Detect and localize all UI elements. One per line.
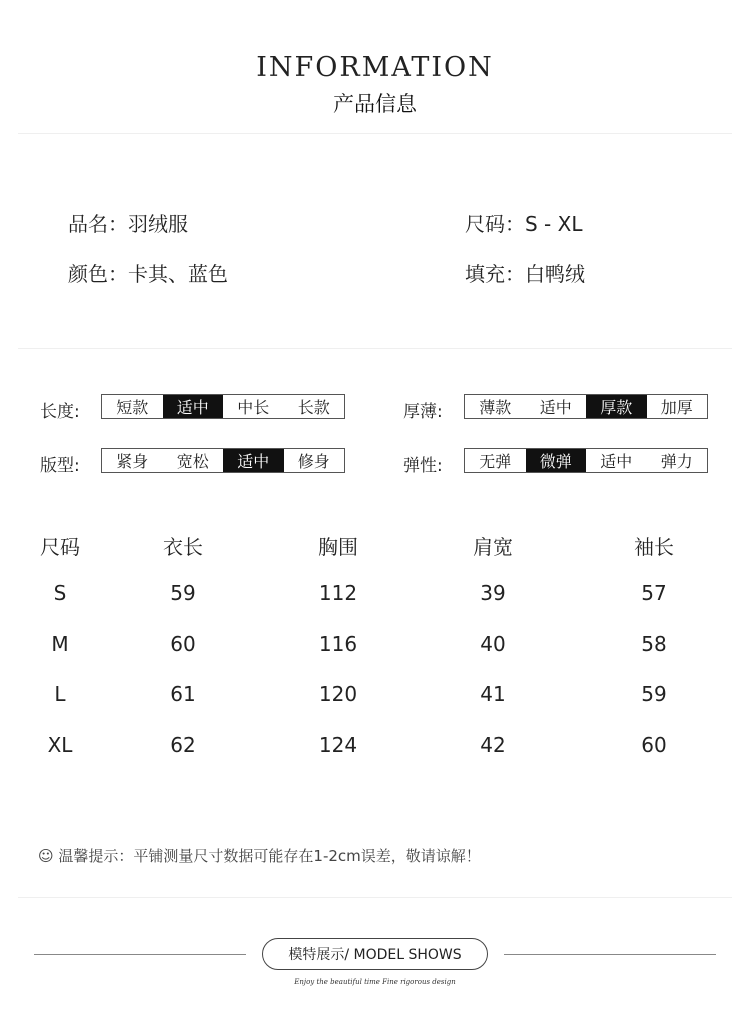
table-cell: 120: [318, 682, 358, 707]
table-cell: 60: [170, 631, 196, 656]
product-color: 颜色：卡其、蓝色: [68, 262, 228, 286]
title-chinese: 产品信息: [333, 92, 417, 116]
table-cell: 59: [170, 581, 196, 606]
table-row: [20, 720, 732, 771]
size-table-header: [20, 522, 732, 568]
table-cell: S: [53, 581, 67, 606]
table-cell: 40: [480, 631, 506, 656]
table-cell: M: [51, 631, 69, 656]
thickness-label: 厚薄:: [403, 402, 443, 422]
length-option: 适中: [163, 395, 224, 418]
length-option: 短款: [116, 398, 149, 417]
length-option: 长款: [297, 398, 330, 417]
elasticity-selector: [464, 448, 708, 473]
table-row: [20, 568, 732, 619]
table-row: [20, 669, 732, 720]
fit-option: 宽松: [176, 452, 209, 471]
title-english: INFORMATION: [256, 52, 494, 83]
table-cell: 60: [641, 732, 667, 757]
elasticity-option: 微弹: [526, 449, 587, 472]
divider: [18, 348, 732, 349]
thickness-selector: [464, 394, 708, 419]
header-size: 尺码: [40, 534, 80, 559]
thickness-option: 薄款: [479, 398, 512, 417]
table-row: [20, 619, 732, 670]
table-cell: 39: [480, 581, 506, 606]
divider: [18, 897, 732, 898]
fit-option: 适中: [223, 449, 284, 472]
footer-line-left: [34, 954, 246, 955]
measurement-tip: ☺ 温馨提示：平铺测量尺寸数据可能存在1-2cm误差，敬请谅解！: [38, 847, 481, 865]
table-cell: 62: [170, 732, 196, 757]
header-sleeve: 袖长: [634, 534, 674, 559]
fit-option: 修身: [297, 452, 330, 471]
table-cell: 59: [641, 682, 667, 707]
fit-label: 版型:: [40, 456, 80, 476]
thickness-option: 适中: [539, 398, 572, 417]
header-length: 衣长: [163, 534, 203, 559]
table-cell: 58: [641, 631, 667, 656]
table-cell: L: [54, 682, 66, 707]
elasticity-option: 无弹: [479, 452, 512, 471]
length-selector: [101, 394, 345, 419]
fit-option: 紧身: [116, 452, 149, 471]
table-cell: XL: [47, 732, 73, 757]
length-label: 长度:: [40, 402, 80, 422]
footer-line-right: [504, 954, 716, 955]
slogan: Enjoy the beautiful time Fine rigorous design: [294, 978, 456, 986]
product-size-range: 尺码：S - XL: [465, 212, 583, 236]
table-cell: 42: [480, 732, 506, 757]
size-table: [20, 522, 732, 770]
table-cell: 57: [641, 581, 667, 606]
table-cell: 124: [318, 732, 358, 757]
header-shoulder: 肩宽: [473, 534, 513, 559]
fit-selector: [101, 448, 345, 473]
length-option: 中长: [237, 398, 270, 417]
table-cell: 116: [318, 631, 358, 656]
thickness-option: 加厚: [660, 398, 693, 417]
elasticity-label: 弹性:: [403, 456, 443, 476]
product-name: 品名：羽绒服: [68, 212, 188, 236]
table-cell: 112: [318, 581, 358, 606]
table-cell: 61: [170, 682, 196, 707]
product-filling: 填充：白鸭绒: [465, 262, 585, 286]
model-shows-label: 模特展示/ MODEL SHOWS: [262, 938, 488, 970]
divider: [18, 133, 732, 134]
elasticity-option: 弹力: [660, 452, 693, 471]
thickness-option: 厚款: [586, 395, 647, 418]
header-chest: 胸围: [318, 534, 358, 559]
table-cell: 41: [480, 682, 506, 707]
elasticity-option: 适中: [600, 452, 633, 471]
